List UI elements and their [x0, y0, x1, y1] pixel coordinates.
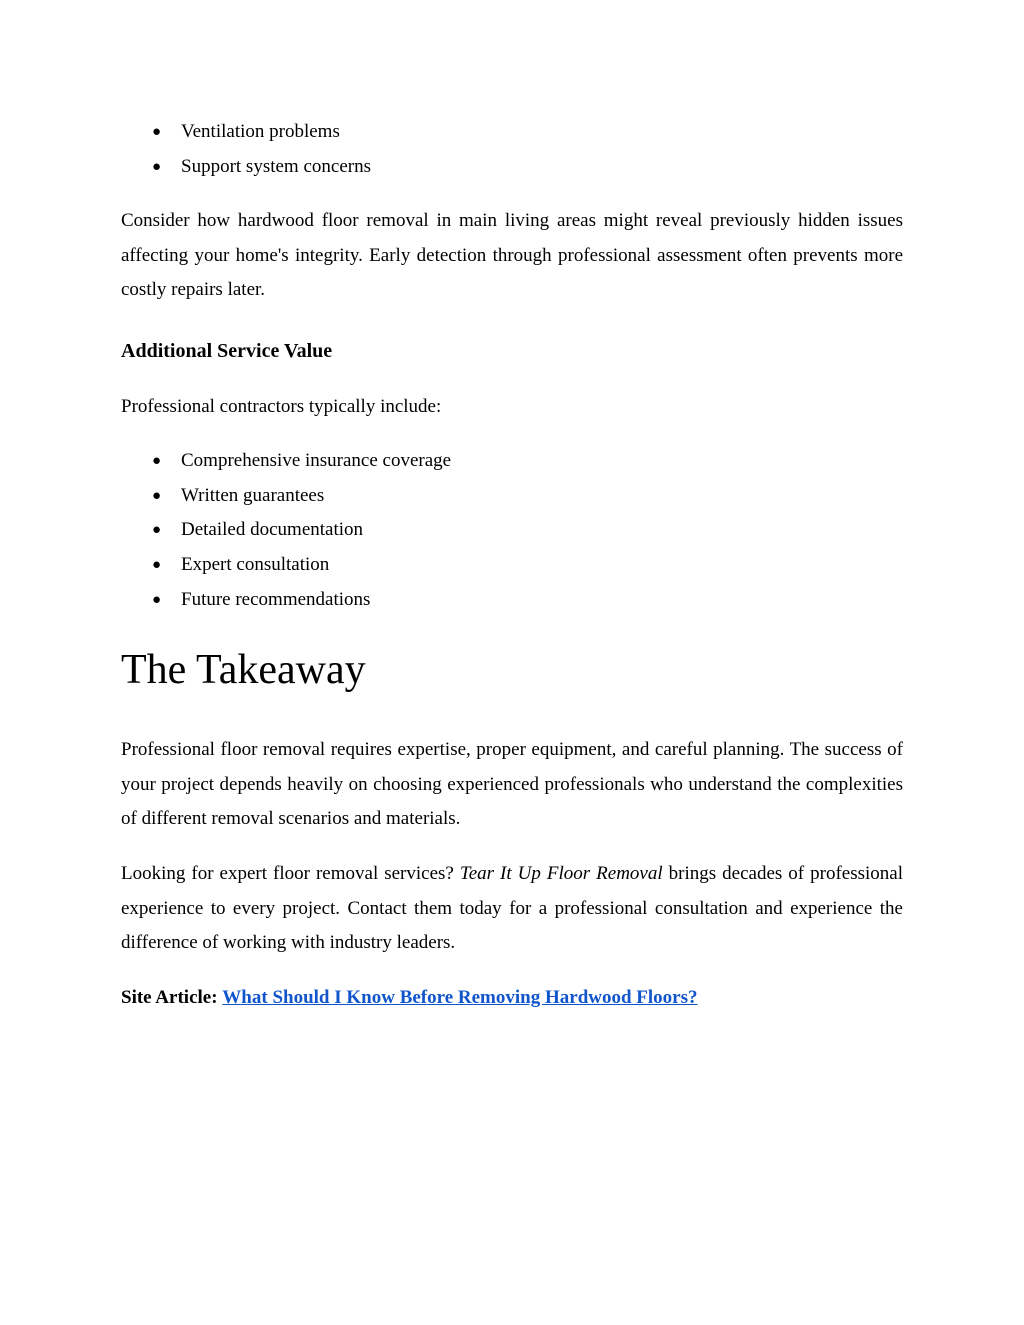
- list-item-text: Ventilation problems: [181, 121, 340, 142]
- section-heading-additional-service: Additional Service Value: [121, 340, 333, 362]
- bullet-icon: ●: [152, 522, 162, 539]
- list-item: [121, 150, 903, 185]
- bullet-icon: ●: [152, 557, 162, 574]
- site-article-line: [121, 981, 903, 1016]
- list-item: [121, 548, 903, 583]
- list-item: [121, 444, 903, 479]
- cta-text-before: Looking for expert floor removal services?: [121, 863, 460, 884]
- list-item: [121, 115, 903, 150]
- bullet-list-services: [121, 444, 903, 617]
- list-item-text: Written guarantees: [181, 484, 325, 506]
- paragraph-hidden-issues: Consider how hardwood floor removal in main living areas might reveal previously hidden issues affecting your home's integrity. Early detection through professional assessment often prevents more costly repairs later.: [121, 210, 903, 301]
- paragraph-contractors-intro: Professional contractors typically include:: [121, 396, 442, 417]
- list-item-text: Expert consultation: [181, 554, 330, 576]
- bullet-icon: ●: [152, 158, 162, 175]
- bullet-icon: ●: [152, 487, 162, 504]
- section-heading-takeaway: The Takeaway: [121, 647, 366, 693]
- list-item-text: Future recommendations: [181, 588, 371, 610]
- company-name: Tear It Up Floor Removal: [459, 863, 663, 884]
- site-article-link[interactable]: What Should I Know Before Removing Hardwood Floors?: [222, 987, 698, 1008]
- list-item-text: Support system concerns: [181, 155, 371, 177]
- bullet-list-concerns: [121, 115, 903, 184]
- list-item-text: Detailed documentation: [181, 519, 364, 541]
- list-item: [121, 479, 903, 514]
- paragraph-takeaway: Professional floor removal requires expertise, proper equipment, and careful planning. The success of your project depends heavily on choosing experienced professionals who understand the complexities of different removal scenarios and materials.: [121, 739, 903, 830]
- list-item-text: Comprehensive insurance coverage: [181, 450, 452, 471]
- cta-text-after: brings decades of professional experience to every project. Contact them today for a professional consultation and experience the difference of working with industry leaders.: [121, 863, 903, 954]
- list-item: [121, 583, 903, 618]
- site-article-label: Site Article:: [121, 987, 218, 1008]
- list-item: [121, 513, 903, 548]
- bullet-icon: ●: [152, 124, 162, 140]
- paragraph-call-to-action: [121, 857, 903, 961]
- bullet-icon: ●: [152, 591, 162, 608]
- bullet-icon: ●: [152, 453, 162, 469]
